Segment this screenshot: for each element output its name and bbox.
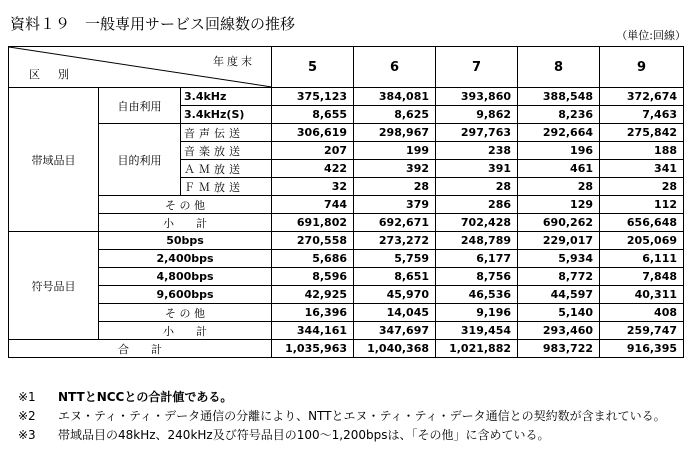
subtotal-label: 小 計 [99, 214, 272, 232]
data-table [8, 46, 684, 358]
value-cell: 344,161 [272, 322, 354, 340]
value-cell: 379 [354, 196, 436, 214]
footnote [18, 407, 666, 426]
footnote [18, 388, 666, 407]
value-cell: 384,081 [354, 88, 436, 106]
row-label: 音声伝送 [181, 124, 272, 142]
subtotal-label: 小 計 [99, 322, 272, 340]
year-header: 9 [600, 47, 684, 88]
value-cell: 983,722 [518, 340, 600, 358]
value-cell: 5,686 [272, 250, 354, 268]
footnote-text: 帯域品目の48kHz、240kHz及び符号品目の100～1,200bpsは、「その他」に含めている。 [58, 428, 550, 442]
value-cell: 5,140 [518, 304, 600, 322]
band-category-label: 帯域品目 [9, 88, 99, 232]
table-row [9, 304, 684, 322]
footnote-mark: ※2 [18, 409, 36, 423]
value-cell: 690,262 [518, 214, 600, 232]
value-cell: 259,747 [600, 322, 684, 340]
value-cell: 408 [600, 304, 684, 322]
value-cell: 248,789 [436, 232, 518, 250]
value-cell: 32 [272, 178, 354, 196]
value-cell: 273,272 [354, 232, 436, 250]
value-cell: 40,311 [600, 286, 684, 304]
footnotes [18, 388, 666, 445]
value-cell: 1,035,963 [272, 340, 354, 358]
value-cell: 7,463 [600, 106, 684, 124]
code-category-label: 符号品目 [9, 232, 99, 340]
value-cell: 229,017 [518, 232, 600, 250]
footnote-text: NTTとNCCとの合計値である。 [58, 390, 233, 404]
value-cell: 28 [436, 178, 518, 196]
value-cell: 275,842 [600, 124, 684, 142]
header-nendo: 年度末 [213, 55, 256, 68]
value-cell: 347,697 [354, 322, 436, 340]
value-cell: 8,655 [272, 106, 354, 124]
year-header: 6 [354, 47, 436, 88]
header-corner-cell [9, 47, 272, 88]
value-cell: 341 [600, 160, 684, 178]
value-cell: 207 [272, 142, 354, 160]
footnote-mark: ※1 [18, 390, 36, 404]
value-cell: 391 [436, 160, 518, 178]
value-cell: 270,558 [272, 232, 354, 250]
table-row [9, 196, 684, 214]
table-row [9, 250, 684, 268]
value-cell: 5,759 [354, 250, 436, 268]
header-kubetsu: 区別 [29, 68, 87, 81]
row-label: そ の 他 [99, 196, 272, 214]
value-cell: 8,625 [354, 106, 436, 124]
row-label: 2,400bps [99, 250, 272, 268]
value-cell: 692,671 [354, 214, 436, 232]
value-cell: 8,651 [354, 268, 436, 286]
value-cell: 297,763 [436, 124, 518, 142]
header-row [9, 47, 684, 88]
table-row [9, 268, 684, 286]
row-label: そ の 他 [99, 304, 272, 322]
value-cell: 7,848 [600, 268, 684, 286]
table-row [9, 214, 684, 232]
table-row [9, 124, 684, 142]
row-label: 3.4kHz(S) [181, 106, 272, 124]
year-header: 5 [272, 47, 354, 88]
footnote [18, 426, 666, 445]
value-cell: 306,619 [272, 124, 354, 142]
value-cell: 188 [600, 142, 684, 160]
table-row [9, 286, 684, 304]
value-cell: 916,395 [600, 340, 684, 358]
value-cell: 392 [354, 160, 436, 178]
value-cell: 238 [436, 142, 518, 160]
table-row [9, 88, 684, 106]
value-cell: 422 [272, 160, 354, 178]
value-cell: 45,970 [354, 286, 436, 304]
value-cell: 44,597 [518, 286, 600, 304]
row-label: ＡＭ放送 [181, 160, 272, 178]
row-label: 音楽放送 [181, 142, 272, 160]
value-cell: 1,021,882 [436, 340, 518, 358]
value-cell: 199 [354, 142, 436, 160]
value-cell: 298,967 [354, 124, 436, 142]
page-title: 資料１９ 一般専用サービス回線数の推移 [10, 15, 296, 33]
value-cell: 388,548 [518, 88, 600, 106]
value-cell: 8,756 [436, 268, 518, 286]
mokuteki-label: 目的利用 [99, 124, 181, 196]
value-cell: 9,196 [436, 304, 518, 322]
value-cell: 28 [518, 178, 600, 196]
value-cell: 1,040,368 [354, 340, 436, 358]
value-cell: 8,236 [518, 106, 600, 124]
value-cell: 375,123 [272, 88, 354, 106]
table-row [9, 232, 684, 250]
value-cell: 461 [518, 160, 600, 178]
unit-note: （単位:回線） [616, 29, 686, 42]
value-cell: 6,111 [600, 250, 684, 268]
value-cell: 129 [518, 196, 600, 214]
value-cell: 744 [272, 196, 354, 214]
value-cell: 286 [436, 196, 518, 214]
value-cell: 14,045 [354, 304, 436, 322]
value-cell: 112 [600, 196, 684, 214]
value-cell: 393,860 [436, 88, 518, 106]
value-cell: 8,772 [518, 268, 600, 286]
row-label: 3.4kHz [181, 88, 272, 106]
row-label: 9,600bps [99, 286, 272, 304]
value-cell: 5,934 [518, 250, 600, 268]
value-cell: 16,396 [272, 304, 354, 322]
value-cell: 28 [600, 178, 684, 196]
value-cell: 205,069 [600, 232, 684, 250]
value-cell: 46,536 [436, 286, 518, 304]
value-cell: 702,428 [436, 214, 518, 232]
value-cell: 196 [518, 142, 600, 160]
jiyu-label: 自由利用 [99, 88, 181, 124]
row-label: ＦＭ放送 [181, 178, 272, 196]
value-cell: 28 [354, 178, 436, 196]
footnote-mark: ※3 [18, 428, 36, 442]
footnote-text: エヌ・ティ・ティ・データ通信の分離により、NTTとエヌ・ティ・ティ・データ通信との契約数が含まれている。 [58, 409, 666, 423]
total-row [9, 340, 684, 358]
value-cell: 8,596 [272, 268, 354, 286]
value-cell: 6,177 [436, 250, 518, 268]
year-header: 7 [436, 47, 518, 88]
value-cell: 372,674 [600, 88, 684, 106]
row-label: 4,800bps [99, 268, 272, 286]
value-cell: 293,460 [518, 322, 600, 340]
year-header: 8 [518, 47, 600, 88]
value-cell: 42,925 [272, 286, 354, 304]
value-cell: 292,664 [518, 124, 600, 142]
value-cell: 656,648 [600, 214, 684, 232]
value-cell: 691,802 [272, 214, 354, 232]
total-label: 合 計 [9, 340, 272, 358]
value-cell: 319,454 [436, 322, 518, 340]
table-row [9, 322, 684, 340]
value-cell: 9,862 [436, 106, 518, 124]
row-label: 50bps [99, 232, 272, 250]
